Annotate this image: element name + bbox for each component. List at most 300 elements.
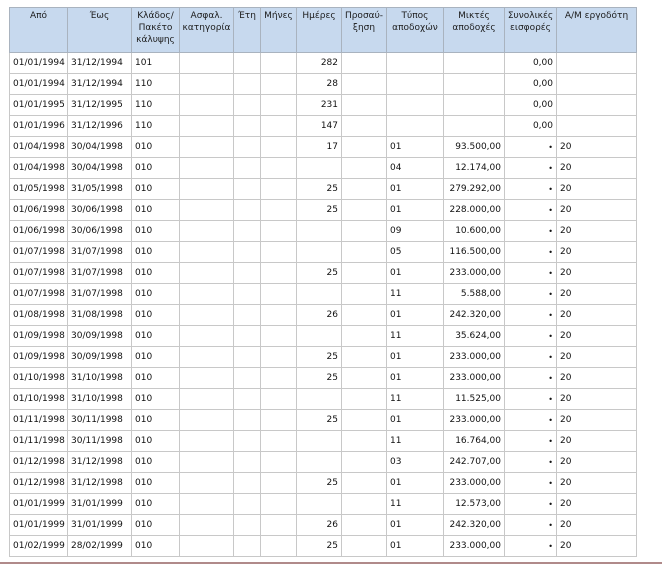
table-row: [10, 431, 637, 452]
cell-branch: 010: [132, 305, 180, 326]
cell-months: [261, 263, 297, 284]
cell-branch: 110: [132, 95, 180, 116]
cell-employer-id: 20: [557, 347, 637, 368]
cell-total-contributions: 0,00: [505, 53, 557, 74]
cell-months: [261, 284, 297, 305]
cell-gross-earnings: 5.588,00: [444, 284, 505, 305]
cell-years: [234, 95, 261, 116]
cell-insurance-category: [180, 158, 234, 179]
cell-total-contributions: •: [505, 347, 557, 368]
cell-total-contributions: •: [505, 221, 557, 242]
cell-days: 25: [297, 536, 342, 557]
cell-total-contributions: •: [505, 179, 557, 200]
cell-gross-earnings: 233.000,00: [444, 368, 505, 389]
cell-gross-earnings: 233.000,00: [444, 536, 505, 557]
table-row: [10, 116, 637, 137]
cell-to: 31/12/1998: [68, 473, 132, 494]
cell-months: [261, 179, 297, 200]
cell-to: 31/10/1998: [68, 368, 132, 389]
cell-from: 01/11/1998: [10, 410, 68, 431]
cell-years: [234, 74, 261, 95]
table-row: [10, 494, 637, 515]
cell-days: [297, 431, 342, 452]
cell-gross-earnings: 242.707,00: [444, 452, 505, 473]
cell-days: [297, 326, 342, 347]
cell-days: 25: [297, 347, 342, 368]
cell-years: [234, 347, 261, 368]
cell-earnings-type: 01: [387, 179, 444, 200]
cell-insurance-category: [180, 221, 234, 242]
cell-years: [234, 368, 261, 389]
cell-branch: 010: [132, 452, 180, 473]
cell-days: 25: [297, 473, 342, 494]
cell-earnings-type: 01: [387, 368, 444, 389]
cell-days: 282: [297, 53, 342, 74]
cell-months: [261, 242, 297, 263]
table-row: [10, 284, 637, 305]
cell-years: [234, 53, 261, 74]
cell-months: [261, 95, 297, 116]
cell-surcharge: [342, 389, 387, 410]
cell-from: 01/06/1998: [10, 221, 68, 242]
cell-employer-id: 20: [557, 368, 637, 389]
cell-gross-earnings: 16.764,00: [444, 431, 505, 452]
table-row: [10, 389, 637, 410]
cell-gross-earnings: 279.292,00: [444, 179, 505, 200]
cell-branch: 010: [132, 473, 180, 494]
cell-surcharge: [342, 95, 387, 116]
cell-surcharge: [342, 74, 387, 95]
cell-gross-earnings: 11.525,00: [444, 389, 505, 410]
cell-insurance-category: [180, 452, 234, 473]
cell-from: 01/04/1998: [10, 137, 68, 158]
table-row: [10, 347, 637, 368]
cell-months: [261, 431, 297, 452]
cell-insurance-category: [180, 431, 234, 452]
cell-insurance-category: [180, 95, 234, 116]
cell-months: [261, 137, 297, 158]
cell-days: [297, 242, 342, 263]
cell-earnings-type: 11: [387, 326, 444, 347]
cell-surcharge: [342, 284, 387, 305]
cell-employer-id: 20: [557, 179, 637, 200]
cell-surcharge: [342, 221, 387, 242]
table-row: [10, 452, 637, 473]
cell-total-contributions: •: [505, 200, 557, 221]
cell-gross-earnings: 233.000,00: [444, 347, 505, 368]
cell-earnings-type: 04: [387, 158, 444, 179]
cell-total-contributions: 0,00: [505, 116, 557, 137]
table-row: [10, 242, 637, 263]
cell-days: [297, 284, 342, 305]
cell-to: 30/06/1998: [68, 200, 132, 221]
cell-to: 30/11/1998: [68, 410, 132, 431]
column-header-years: Έτη: [234, 8, 261, 53]
table-row: [10, 305, 637, 326]
cell-gross-earnings: [444, 53, 505, 74]
cell-earnings-type: [387, 116, 444, 137]
cell-earnings-type: 01: [387, 473, 444, 494]
table-row: [10, 95, 637, 116]
cell-to: 31/07/1998: [68, 263, 132, 284]
cell-years: [234, 116, 261, 137]
cell-earnings-type: [387, 74, 444, 95]
table-row: [10, 515, 637, 536]
cell-surcharge: [342, 347, 387, 368]
cell-to: 31/12/1998: [68, 452, 132, 473]
cell-years: [234, 158, 261, 179]
column-header-insurance-category: Ασφαλ. κατηγορία: [180, 8, 234, 53]
cell-insurance-category: [180, 53, 234, 74]
cell-months: [261, 389, 297, 410]
table-row: [10, 263, 637, 284]
table-row: [10, 200, 637, 221]
cell-from: 01/12/1998: [10, 473, 68, 494]
cell-months: [261, 74, 297, 95]
cell-to: 31/07/1998: [68, 284, 132, 305]
cell-surcharge: [342, 305, 387, 326]
cell-from: 01/07/1998: [10, 242, 68, 263]
column-header-employer-id: Α/Μ εργοδότη: [557, 8, 637, 53]
cell-from: 01/02/1999: [10, 536, 68, 557]
cell-surcharge: [342, 494, 387, 515]
cell-insurance-category: [180, 200, 234, 221]
cell-employer-id: 20: [557, 410, 637, 431]
cell-branch: 010: [132, 179, 180, 200]
cell-from: 01/01/1994: [10, 74, 68, 95]
cell-months: [261, 305, 297, 326]
cell-insurance-category: [180, 410, 234, 431]
cell-to: 31/08/1998: [68, 305, 132, 326]
cell-days: 26: [297, 515, 342, 536]
cell-employer-id: 20: [557, 494, 637, 515]
cell-months: [261, 410, 297, 431]
cell-branch: 110: [132, 116, 180, 137]
cell-years: [234, 431, 261, 452]
cell-months: [261, 368, 297, 389]
table-row: [10, 158, 637, 179]
table-row: [10, 74, 637, 95]
table-row: [10, 53, 637, 74]
cell-employer-id: 20: [557, 137, 637, 158]
cell-insurance-category: [180, 347, 234, 368]
cell-months: [261, 116, 297, 137]
cell-years: [234, 494, 261, 515]
cell-total-contributions: •: [505, 515, 557, 536]
cell-gross-earnings: 12.174,00: [444, 158, 505, 179]
cell-branch: 010: [132, 515, 180, 536]
cell-days: [297, 221, 342, 242]
cell-branch: 101: [132, 53, 180, 74]
cell-gross-earnings: [444, 74, 505, 95]
cell-employer-id: 20: [557, 200, 637, 221]
cell-years: [234, 536, 261, 557]
cell-total-contributions: •: [505, 494, 557, 515]
cell-insurance-category: [180, 242, 234, 263]
cell-from: 01/11/1998: [10, 431, 68, 452]
cell-to: 28/02/1999: [68, 536, 132, 557]
cell-years: [234, 389, 261, 410]
cell-years: [234, 452, 261, 473]
cell-earnings-type: 01: [387, 200, 444, 221]
cell-surcharge: [342, 431, 387, 452]
table-row: [10, 221, 637, 242]
cell-total-contributions: •: [505, 284, 557, 305]
cell-from: 01/04/1998: [10, 158, 68, 179]
cell-days: 28: [297, 74, 342, 95]
cell-months: [261, 515, 297, 536]
cell-to: 30/11/1998: [68, 431, 132, 452]
cell-earnings-type: 09: [387, 221, 444, 242]
cell-insurance-category: [180, 263, 234, 284]
cell-earnings-type: 03: [387, 452, 444, 473]
cell-from: 01/07/1998: [10, 263, 68, 284]
cell-days: 25: [297, 263, 342, 284]
cell-from: 01/09/1998: [10, 347, 68, 368]
cell-surcharge: [342, 452, 387, 473]
column-header-months: Μήνες: [261, 8, 297, 53]
cell-employer-id: 20: [557, 536, 637, 557]
cell-total-contributions: 0,00: [505, 95, 557, 116]
cell-branch: 010: [132, 368, 180, 389]
cell-earnings-type: 01: [387, 347, 444, 368]
cell-surcharge: [342, 158, 387, 179]
column-header-to: Έως: [68, 8, 132, 53]
cell-earnings-type: 01: [387, 515, 444, 536]
cell-total-contributions: •: [505, 410, 557, 431]
cell-months: [261, 326, 297, 347]
cell-insurance-category: [180, 284, 234, 305]
cell-months: [261, 221, 297, 242]
cell-employer-id: [557, 95, 637, 116]
cell-days: 25: [297, 200, 342, 221]
cell-years: [234, 473, 261, 494]
cell-days: 26: [297, 305, 342, 326]
cell-gross-earnings: 116.500,00: [444, 242, 505, 263]
cell-branch: 010: [132, 410, 180, 431]
cell-gross-earnings: 228.000,00: [444, 200, 505, 221]
cell-from: 01/12/1998: [10, 452, 68, 473]
cell-branch: 010: [132, 536, 180, 557]
cell-surcharge: [342, 179, 387, 200]
cell-months: [261, 158, 297, 179]
column-header-days: Ημέρες: [297, 8, 342, 53]
cell-insurance-category: [180, 389, 234, 410]
cell-earnings-type: 11: [387, 494, 444, 515]
cell-from: 01/01/1994: [10, 53, 68, 74]
cell-surcharge: [342, 368, 387, 389]
cell-earnings-type: 01: [387, 536, 444, 557]
cell-from: 01/06/1998: [10, 200, 68, 221]
cell-surcharge: [342, 410, 387, 431]
cell-years: [234, 221, 261, 242]
cell-employer-id: 20: [557, 473, 637, 494]
cell-earnings-type: [387, 53, 444, 74]
table-row: [10, 410, 637, 431]
cell-employer-id: [557, 74, 637, 95]
cell-employer-id: 20: [557, 515, 637, 536]
cell-employer-id: 20: [557, 221, 637, 242]
cell-years: [234, 305, 261, 326]
insurance-record-table: [9, 7, 637, 557]
table-row: [10, 326, 637, 347]
cell-total-contributions: •: [505, 326, 557, 347]
cell-to: 31/01/1999: [68, 515, 132, 536]
cell-months: [261, 494, 297, 515]
cell-employer-id: 20: [557, 284, 637, 305]
cell-months: [261, 347, 297, 368]
cell-from: 01/09/1998: [10, 326, 68, 347]
cell-branch: 010: [132, 347, 180, 368]
cell-years: [234, 410, 261, 431]
cell-total-contributions: •: [505, 242, 557, 263]
cell-gross-earnings: [444, 116, 505, 137]
cell-total-contributions: •: [505, 389, 557, 410]
cell-surcharge: [342, 263, 387, 284]
cell-days: [297, 158, 342, 179]
table-body: [10, 53, 637, 557]
table-row: [10, 536, 637, 557]
cell-years: [234, 263, 261, 284]
cell-total-contributions: •: [505, 368, 557, 389]
cell-earnings-type: 11: [387, 284, 444, 305]
column-header-earnings-type: Τύπος αποδοχών: [387, 8, 444, 53]
table-row: [10, 473, 637, 494]
cell-employer-id: 20: [557, 431, 637, 452]
cell-from: 01/01/1999: [10, 494, 68, 515]
cell-employer-id: [557, 116, 637, 137]
cell-days: 25: [297, 410, 342, 431]
cell-employer-id: [557, 53, 637, 74]
cell-earnings-type: 01: [387, 305, 444, 326]
cell-surcharge: [342, 53, 387, 74]
cell-surcharge: [342, 137, 387, 158]
cell-years: [234, 326, 261, 347]
cell-branch: 010: [132, 326, 180, 347]
cell-total-contributions: 0,00: [505, 74, 557, 95]
cell-insurance-category: [180, 515, 234, 536]
cell-insurance-category: [180, 116, 234, 137]
cell-gross-earnings: 242.320,00: [444, 305, 505, 326]
cell-years: [234, 284, 261, 305]
table-row: [10, 137, 637, 158]
cell-branch: 010: [132, 284, 180, 305]
cell-months: [261, 53, 297, 74]
cell-gross-earnings: 10.600,00: [444, 221, 505, 242]
cell-gross-earnings: 35.624,00: [444, 326, 505, 347]
cell-years: [234, 179, 261, 200]
cell-from: 01/10/1998: [10, 389, 68, 410]
cell-to: 31/05/1998: [68, 179, 132, 200]
cell-surcharge: [342, 242, 387, 263]
cell-surcharge: [342, 536, 387, 557]
cell-total-contributions: •: [505, 536, 557, 557]
cell-branch: 010: [132, 431, 180, 452]
cell-branch: 010: [132, 158, 180, 179]
table-row: [10, 179, 637, 200]
cell-branch: 110: [132, 74, 180, 95]
cell-to: 31/01/1999: [68, 494, 132, 515]
cell-months: [261, 452, 297, 473]
cell-days: 147: [297, 116, 342, 137]
cell-from: 01/08/1998: [10, 305, 68, 326]
cell-gross-earnings: 233.000,00: [444, 473, 505, 494]
cell-total-contributions: •: [505, 431, 557, 452]
cell-insurance-category: [180, 179, 234, 200]
cell-earnings-type: 01: [387, 137, 444, 158]
cell-gross-earnings: 242.320,00: [444, 515, 505, 536]
cell-months: [261, 536, 297, 557]
cell-from: 01/05/1998: [10, 179, 68, 200]
cell-branch: 010: [132, 242, 180, 263]
cell-gross-earnings: 233.000,00: [444, 263, 505, 284]
column-header-branch: Κλάδος/ Πακέτο κάλυψης: [132, 8, 180, 53]
cell-gross-earnings: 12.573,00: [444, 494, 505, 515]
cell-insurance-category: [180, 326, 234, 347]
cell-days: 25: [297, 179, 342, 200]
cell-earnings-type: 11: [387, 389, 444, 410]
column-header-gross-earnings: Μικτές αποδοχές: [444, 8, 505, 53]
cell-employer-id: 20: [557, 305, 637, 326]
cell-total-contributions: •: [505, 452, 557, 473]
cell-gross-earnings: [444, 95, 505, 116]
cell-branch: 010: [132, 263, 180, 284]
cell-employer-id: 20: [557, 263, 637, 284]
cell-months: [261, 473, 297, 494]
cell-employer-id: 20: [557, 242, 637, 263]
cell-from: 01/01/1999: [10, 515, 68, 536]
cell-years: [234, 242, 261, 263]
cell-insurance-category: [180, 368, 234, 389]
column-header-total-contributions: Συνολικές εισφορές: [505, 8, 557, 53]
cell-surcharge: [342, 200, 387, 221]
cell-surcharge: [342, 116, 387, 137]
cell-total-contributions: •: [505, 137, 557, 158]
cell-to: 30/09/1998: [68, 326, 132, 347]
cell-total-contributions: •: [505, 305, 557, 326]
cell-days: [297, 389, 342, 410]
cell-days: 25: [297, 368, 342, 389]
cell-employer-id: 20: [557, 326, 637, 347]
cell-months: [261, 200, 297, 221]
cell-years: [234, 200, 261, 221]
cell-days: 17: [297, 137, 342, 158]
table-header-row: [10, 8, 637, 53]
cell-from: 01/07/1998: [10, 284, 68, 305]
cell-insurance-category: [180, 536, 234, 557]
cell-days: 231: [297, 95, 342, 116]
cell-days: [297, 452, 342, 473]
cell-to: 31/12/1994: [68, 74, 132, 95]
cell-surcharge: [342, 326, 387, 347]
cell-days: [297, 494, 342, 515]
cell-to: 30/09/1998: [68, 347, 132, 368]
cell-insurance-category: [180, 137, 234, 158]
table-row: [10, 368, 637, 389]
cell-insurance-category: [180, 473, 234, 494]
column-header-from: Από: [10, 8, 68, 53]
cell-insurance-category: [180, 74, 234, 95]
cell-earnings-type: 05: [387, 242, 444, 263]
cell-from: 01/01/1995: [10, 95, 68, 116]
cell-gross-earnings: 233.000,00: [444, 410, 505, 431]
cell-to: 31/12/1994: [68, 53, 132, 74]
cell-branch: 010: [132, 221, 180, 242]
cell-total-contributions: •: [505, 473, 557, 494]
cell-surcharge: [342, 473, 387, 494]
cell-surcharge: [342, 515, 387, 536]
cell-earnings-type: 01: [387, 410, 444, 431]
